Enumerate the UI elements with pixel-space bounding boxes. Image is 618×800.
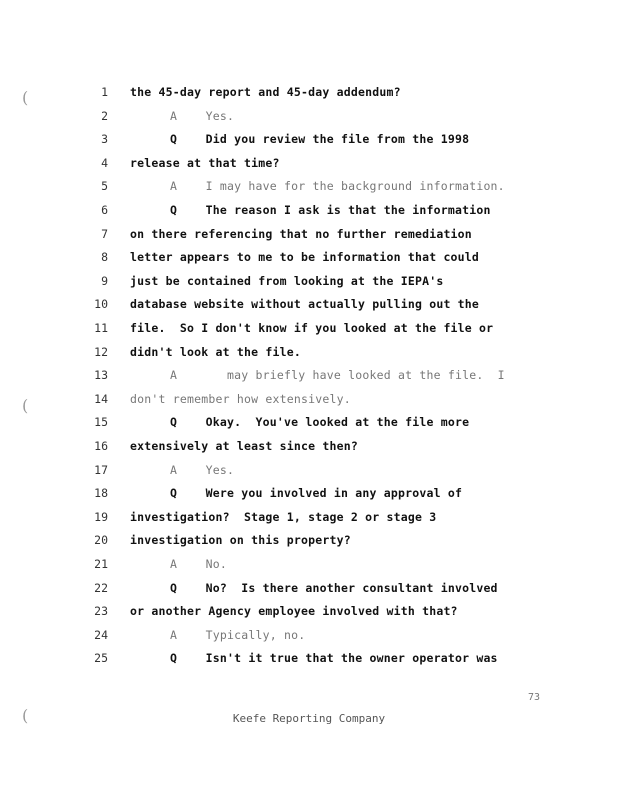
transcript-line [0, 533, 618, 553]
transcript-line [0, 156, 618, 176]
line-text: Q Did you review the file from the 1998 [170, 132, 470, 147]
transcript-line [0, 651, 618, 671]
transcript-line [0, 132, 618, 152]
transcript-line [0, 274, 618, 294]
line-text: release at that time? [130, 155, 280, 170]
transcript-line [0, 604, 618, 624]
line-text: A Yes. [170, 108, 235, 123]
line-text: A Typically, no. [170, 627, 306, 642]
line-number: 18 [94, 486, 108, 501]
line-number: 22 [94, 580, 108, 595]
line-number: 3 [101, 132, 108, 147]
line-text: Q The reason I ask is that the information [170, 203, 491, 217]
transcript-line [0, 463, 618, 483]
line-text: database website without actually pulling out the [130, 297, 480, 312]
hole-punch-mark-top: ( [22, 88, 29, 107]
line-number: 1 [101, 85, 108, 99]
line-number: 4 [101, 155, 108, 170]
line-number: 7 [101, 226, 108, 241]
transcript-line [0, 628, 618, 648]
line-number: 2 [101, 108, 108, 123]
line-text: A Yes. [170, 462, 235, 477]
line-text: investigation on this property? [130, 533, 351, 548]
line-text: extensively at least since then? [130, 439, 358, 453]
line-text: the 45-day report and 45-day addendum? [130, 85, 401, 99]
transcript-line [0, 486, 618, 506]
line-number: 14 [94, 391, 108, 406]
line-text: don't remember how extensively. [130, 391, 351, 406]
line-text: A I may have for the background information. [170, 179, 505, 194]
transcript-line [0, 510, 618, 530]
line-text: or another Agency employee involved with that? [130, 604, 458, 619]
line-number: 20 [94, 533, 108, 548]
line-text: file. So I don't know if you looked at the file or [130, 321, 494, 335]
hole-punch-mark-middle: ( [22, 396, 29, 415]
line-text: letter appears to me to be information that could [130, 250, 480, 265]
transcript-line [0, 250, 618, 270]
line-text: on there referencing that no further remediation [130, 226, 472, 241]
line-text: just be contained from looking at the IEPA's [130, 273, 444, 288]
line-number: 5 [101, 179, 108, 194]
line-number: 23 [94, 604, 108, 619]
line-text: Q Isn't it true that the owner operator was [170, 651, 498, 666]
transcript-line [0, 203, 618, 223]
transcript-line [0, 345, 618, 365]
line-text: Q Okay. You've looked at the file more [170, 415, 470, 430]
transcript-line [0, 109, 618, 129]
footer-company: Keefe Reporting Company [232, 712, 386, 725]
line-text: Q Were you involved in any approval of [170, 486, 463, 501]
line-number: 17 [94, 462, 108, 477]
line-number: 19 [94, 509, 108, 524]
line-text: Q No? Is there another consultant involved [170, 580, 498, 595]
transcript-line [0, 85, 618, 105]
line-text: didn't look at the file. [130, 344, 301, 359]
line-number: 8 [101, 250, 108, 265]
page-number: 73 [528, 692, 541, 703]
line-number: 10 [94, 297, 108, 312]
transcript-line [0, 415, 618, 435]
transcript-line [0, 392, 618, 412]
line-text: A No. [170, 557, 227, 571]
transcript-line [0, 557, 618, 577]
transcript-line [0, 227, 618, 247]
line-number: 16 [94, 439, 108, 453]
line-number: 25 [94, 651, 108, 666]
transcript-line [0, 368, 618, 388]
line-number: 12 [94, 344, 108, 359]
transcript-line [0, 581, 618, 601]
line-number: 13 [94, 368, 108, 383]
line-number: 9 [101, 273, 108, 288]
line-text: A may briefly have looked at the file. I [170, 368, 505, 383]
transcript-line [0, 179, 618, 199]
transcript-line [0, 439, 618, 459]
line-number: 15 [94, 415, 108, 430]
line-text: investigation? Stage 1, stage 2 or stage 3 [130, 509, 437, 524]
line-number: 24 [94, 627, 108, 642]
line-number: 11 [94, 321, 108, 335]
line-number: 6 [101, 203, 108, 217]
line-number: 21 [94, 557, 108, 571]
hole-punch-mark-bottom: ( [22, 706, 29, 725]
transcript-line [0, 321, 618, 341]
transcript-line [0, 297, 618, 317]
